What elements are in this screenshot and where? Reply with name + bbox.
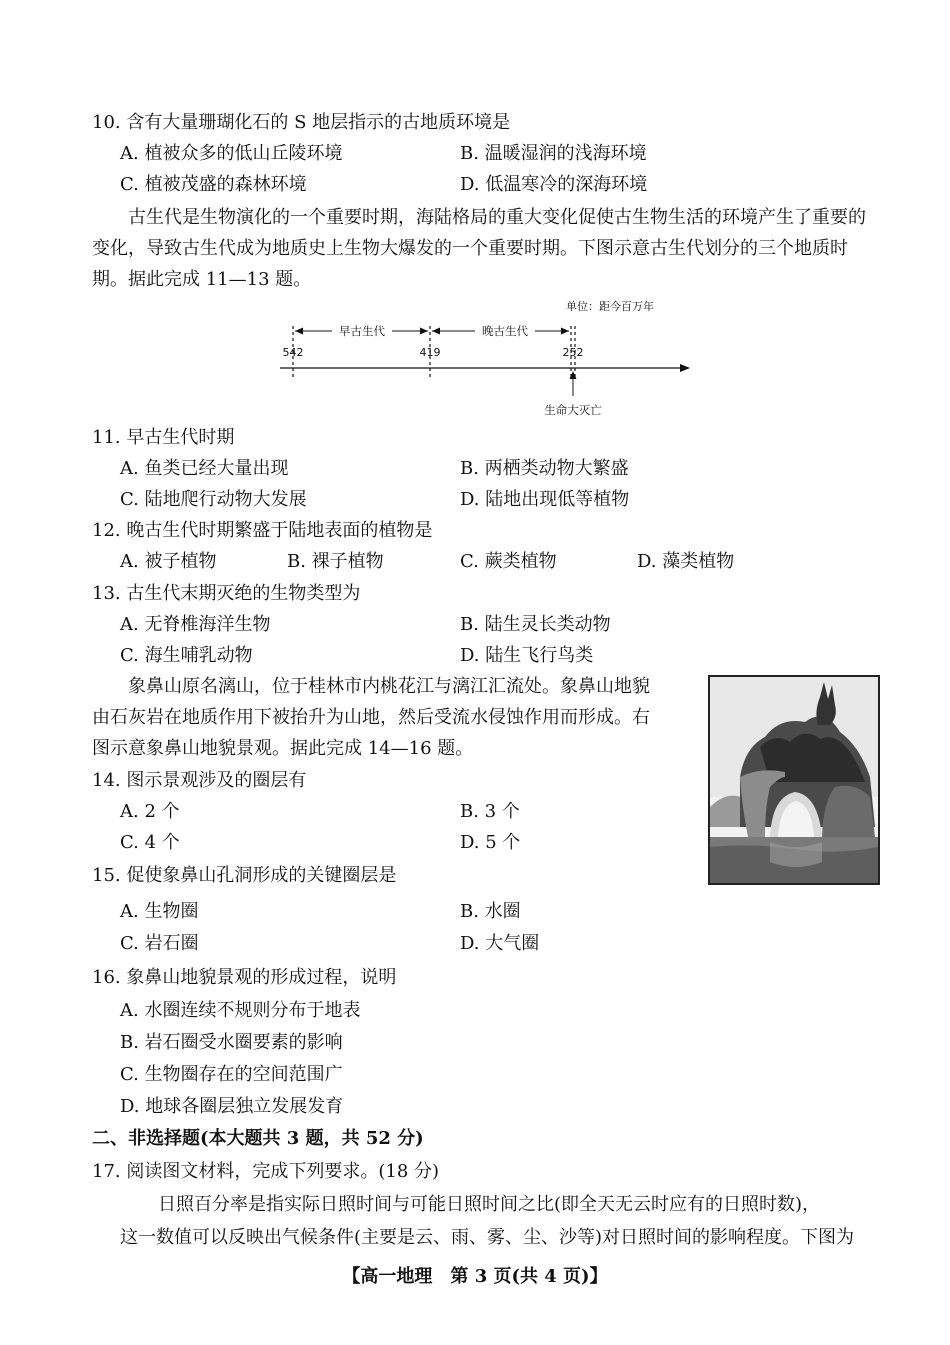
q11-stem: 11. 早古生代时期 [92, 427, 235, 448]
q11-option-a: A. 鱼类已经大量出现 [120, 458, 289, 479]
q10-option-b: B. 温暖湿润的浅海环境 [460, 143, 647, 164]
intro-14-16-line2: 由石灰岩在地质作用下被抬升为山地，然后受流水侵蚀作用而形成。右 [92, 707, 650, 728]
tick-542: 542 [282, 346, 304, 359]
q12-option-a: A. 被子植物 [120, 551, 217, 572]
elephant-trunk-hill-photo [708, 675, 880, 885]
q15-option-c: C. 岩石圈 [120, 933, 199, 954]
mass-extinction-label: 生命大灭亡 [544, 403, 602, 417]
q10-option-a: A. 植被众多的低山丘陵环境 [120, 143, 343, 164]
q15-stem: 15. 促使象鼻山孔洞形成的关键圈层是 [92, 865, 397, 886]
page-footer: 【高一地理 第 3 页(共 4 页)】 [342, 1266, 608, 1287]
q13-option-b: B. 陆生灵长类动物 [460, 614, 611, 635]
q11-option-c: C. 陆地爬行动物大发展 [120, 489, 307, 510]
q10-option-d: D. 低温寒冷的深海环境 [460, 174, 648, 195]
q12-stem: 12. 晚古生代时期繁盛于陆地表面的植物是 [92, 520, 433, 541]
paleozoic-timeline [270, 296, 700, 420]
early-paleozoic-label: 早古生代 [339, 324, 385, 338]
q16-stem: 16. 象鼻山地貌景观的形成过程，说明 [92, 967, 397, 988]
late-paleozoic-label: 晚古生代 [482, 324, 528, 338]
q15-option-d: D. 大气圈 [460, 933, 540, 954]
q11-option-b: B. 两栖类动物大繁盛 [460, 458, 629, 479]
q11-option-d: D. 陆地出现低等植物 [460, 489, 630, 510]
q13-option-c: C. 海生哺乳动物 [120, 645, 253, 666]
q17-paragraph-line2: 这一数值可以反映出气候条件(主要是云、雨、雾、尘、沙等)对日照时间的影响程度。下图为 [120, 1227, 855, 1248]
q12-option-b: B. 裸子植物 [287, 551, 384, 572]
tick-419: 419 [419, 346, 441, 359]
tick-252: 252 [562, 346, 584, 359]
q14-option-c: C. 4 个 [120, 832, 180, 853]
q17-paragraph-line1: 日照百分率是指实际日照时间与可能日照时间之比(即全天无云时应有的日照时数)， [158, 1194, 821, 1215]
q14-option-a: A. 2 个 [120, 801, 180, 822]
q14-stem: 14. 图示景观涉及的圈层有 [92, 770, 307, 791]
q16-option-b: B. 岩石圈受水圈要素的影响 [120, 1032, 343, 1053]
q14-option-d: D. 5 个 [460, 832, 521, 853]
q12-option-c: C. 蕨类植物 [460, 551, 557, 572]
q12-option-d: D. 藻类植物 [637, 551, 735, 572]
q13-option-a: A. 无脊椎海洋生物 [120, 614, 271, 635]
q10-option-c: C. 植被茂盛的森林环境 [120, 174, 307, 195]
q17-stem: 17. 阅读图文材料，完成下列要求。(18 分) [92, 1161, 440, 1182]
q15-option-a: A. 生物圈 [120, 901, 199, 922]
q13-option-d: D. 陆生飞行鸟类 [460, 645, 594, 666]
q16-option-a: A. 水圈连续不规则分布于地表 [120, 1000, 361, 1021]
intro-11-13: 古生代是生物演化的一个重要时期，海陆格局的重大变化促使古生物生活的环境产生了重要的变化，导致古生代成为地质史上生物大爆发的一个重要时期。下图示意古生代划分的三个地质时期。据此完成 11—13 题。 [92, 207, 866, 290]
q13-stem: 13. 古生代末期灭绝的生物类型为 [92, 583, 361, 604]
q14-option-b: B. 3 个 [460, 801, 520, 822]
q16-option-d: D. 地球各圈层独立发展发育 [120, 1096, 344, 1117]
q15-option-b: B. 水圈 [460, 901, 521, 922]
q16-option-c: C. 生物圈存在的空间范围广 [120, 1064, 343, 1085]
section-2-heading: 二、非选择题(本大题共 3 题，共 52 分) [92, 1128, 424, 1149]
q10-stem: 10. 含有大量珊瑚化石的 S 地层指示的古地质环境是 [92, 112, 511, 133]
intro-14-16-line1: 象鼻山原名漓山，位于桂林市内桃花江与漓江汇流处。象鼻山地貌 [128, 676, 650, 697]
intro-14-16-line3: 图示意象鼻山地貌景观。据此完成 14—16 题。 [92, 738, 474, 759]
timeline-unit-label: 单位：距今百万年 [566, 300, 654, 313]
